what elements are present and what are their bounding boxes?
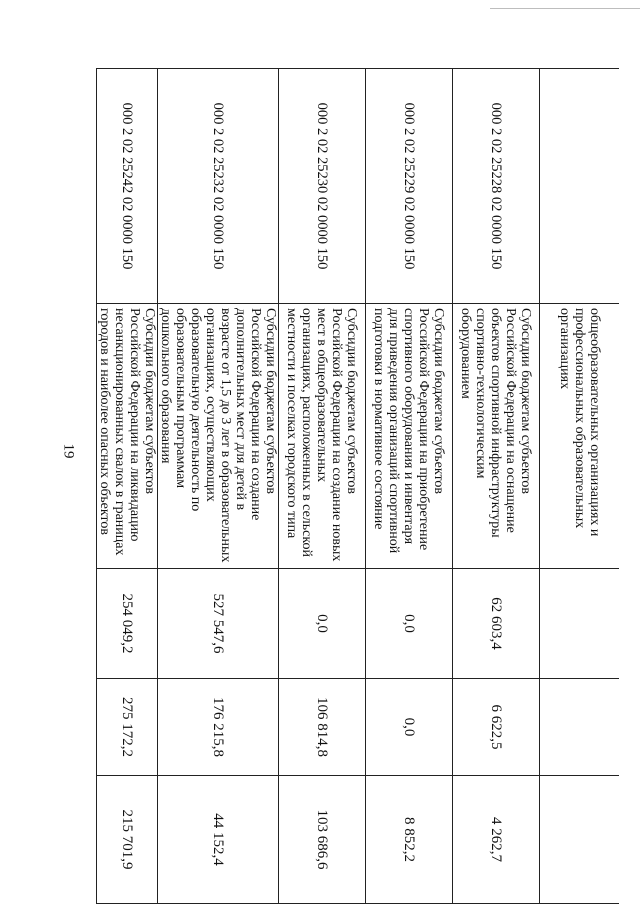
- table-row: [453, 69, 540, 904]
- value-cell-3: 8 852,2: [366, 776, 453, 904]
- table-row: [158, 69, 279, 904]
- corner-line: [490, 8, 640, 9]
- value-cell-2: 275 172,2: [97, 679, 158, 776]
- value-cell-1: 254 049,2: [97, 569, 158, 679]
- description-cell: Субсидии бюджетам субъектов Российской Федерации на создание новых мест в общеобразовательных организациях, расположенных в сельской местности и поселках городского типа: [279, 304, 366, 569]
- description-cell: общеобразовательных организациях и профессиональных образовательных организациях: [540, 304, 620, 569]
- value-cell-1: 0,0: [279, 569, 366, 679]
- value-cell-1: 62 603,4: [453, 569, 540, 679]
- description-cell: Субсидии бюджетам субъектов Российской Федерации на оснащение объектов спортивной инфраструктуры спортивно-технологическим оборудованием: [453, 304, 540, 569]
- value-cell-1: [540, 569, 620, 679]
- budget-table: [96, 68, 619, 904]
- table-row: [97, 69, 158, 904]
- value-cell-2: 6 622,5: [453, 679, 540, 776]
- code-cell: [540, 69, 620, 304]
- code-cell: 000 2 02 25229 02 0000 150: [366, 69, 453, 304]
- value-cell-2: [540, 679, 620, 776]
- code-cell: 000 2 02 25230 02 0000 150: [279, 69, 366, 304]
- description-cell: Субсидии бюджетам субъектов Российской Федерации на приобретение спортивного оборудования и инвентаря для приведения организаций спортивной подготовки в нормативное состояние: [366, 304, 453, 569]
- value-cell-1: 527 547,6: [158, 569, 279, 679]
- value-cell-3: [540, 776, 620, 904]
- value-cell-3: 215 701,9: [97, 776, 158, 904]
- table-row: [366, 69, 453, 904]
- value-cell-3: 44 152,4: [158, 776, 279, 904]
- table-row: [540, 69, 620, 904]
- page-number: 19: [60, 443, 77, 459]
- description-cell: Субсидии бюджетам субъектов Российской Федерации на создание дополнительных мест для детей в возрасте от 1,5 до 3 лет в образовательных организациях, осуществляющих образовательную деятельность по образовательным программам дошкольного образования: [158, 304, 279, 569]
- value-cell-1: 0,0: [366, 569, 453, 679]
- value-cell-3: 103 686,6: [279, 776, 366, 904]
- value-cell-3: 4 262,7: [453, 776, 540, 904]
- code-cell: 000 2 02 25232 02 0000 150: [158, 69, 279, 304]
- budget-table-wrapper: [97, 68, 619, 903]
- value-cell-2: 176 215,8: [158, 679, 279, 776]
- code-cell: 000 2 02 25242 02 0000 150: [97, 69, 158, 304]
- value-cell-2: 0,0: [366, 679, 453, 776]
- code-cell: 000 2 02 25228 02 0000 150: [453, 69, 540, 304]
- table-row: [279, 69, 366, 904]
- value-cell-2: 106 814,8: [279, 679, 366, 776]
- description-cell: Субсидии бюджетам субъектов Российской Федерации на ликвидацию несанкционированных свалок в границах городов и наиболее опасных объектов: [97, 304, 158, 569]
